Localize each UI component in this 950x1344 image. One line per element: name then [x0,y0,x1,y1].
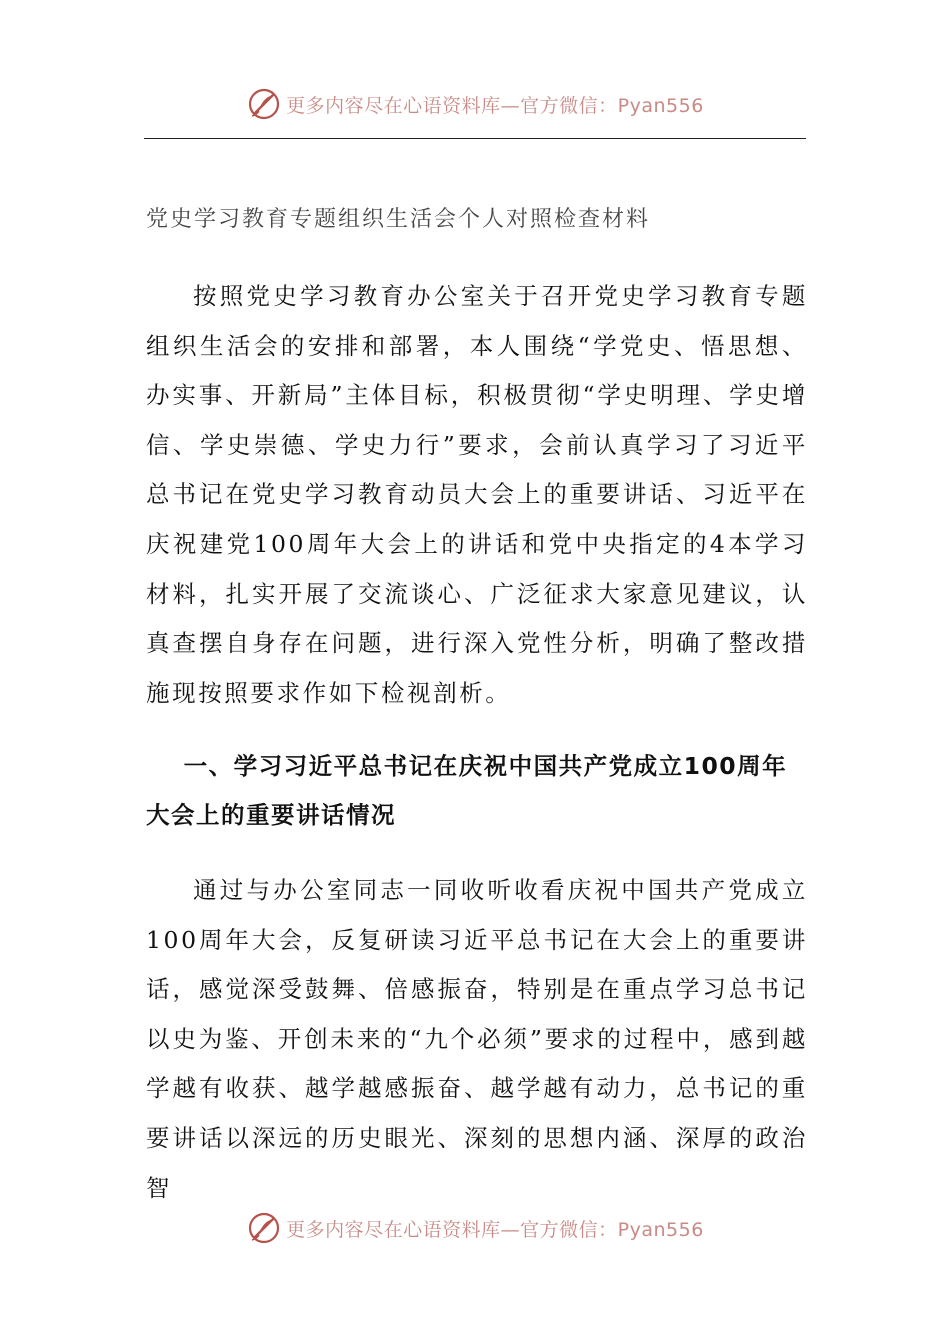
section-1-paragraph: 通过与办公室同志一同收听收看庆祝中国共产党成立100周年大会，反复研读习近平总书记在大会上的重要讲话，感觉深受鼓舞、倍感振奋，特别是在重点学习总书记以史为鉴、开创未来的“九个必须”要求的过程中，感到越学越有收获、越学越感振奋、越学越有动力，总书记的重要讲话以深远的历史眼光、深刻的思想内涵、深厚的政治智 [146,876,808,1202]
section-1-heading: 一、学习习近平总书记在庆祝中国共产党成立100周年大会上的重要讲话情况 [146,752,788,829]
footer-watermark [0,1208,950,1248]
header-watermark [0,84,950,124]
header-divider [144,138,806,139]
quill-logo-icon [246,1210,282,1246]
wechat-id: Pyan556 [617,94,704,117]
watermark-text: 更多内容尽在心语资料库—官方微信： [286,1218,618,1241]
watermark-text: 更多内容尽在心语资料库—官方微信： [286,94,618,117]
quill-logo-icon [246,86,282,122]
document-title: 党史学习教育专题组织生活会个人对照检查材料 [146,207,651,232]
wechat-id: Pyan556 [617,1218,704,1241]
intro-paragraph: 按照党史学习教育办公室关于召开党史学习教育专题组织生活会的安排和部署，本人围绕“学党史、悟思想、办实事、开新局”主体目标，积极贯彻“学史明理、学史增信、学史崇德、学史力行”要求，会前认真学习了习近平总书记在党史学习教育动员大会上的重要讲话、习近平在庆祝建党100周年大会上的讲话和党中央指定的4本学习材料，扎实开展了交流谈心、广泛征求大家意见建议，认真查摆自身存在问题，进行深入党性分析，明确了整改措施现按照要求作如下检视剖析。 [146,282,808,707]
